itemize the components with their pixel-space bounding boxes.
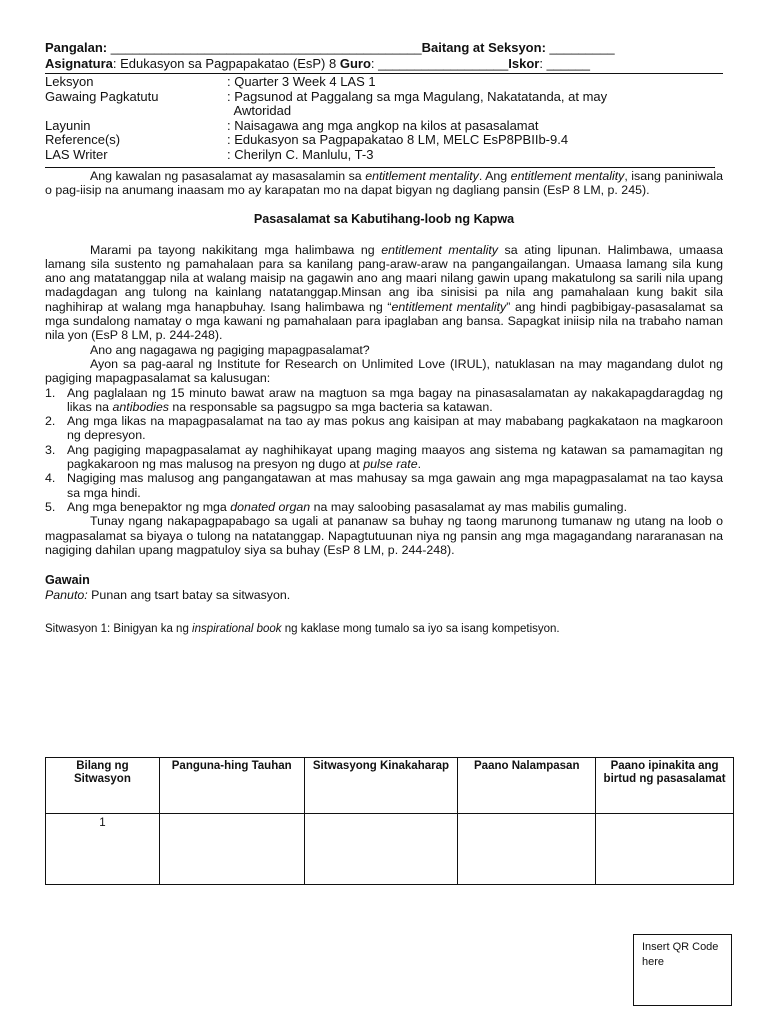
table-row: [46, 814, 734, 885]
instructions: Panuto: Punan ang tsart batay sa sitwasyon.: [45, 588, 291, 603]
question-line: Ano ang nagagawa ng pagiging mapagpasalamat?: [90, 342, 370, 357]
section-title: Pasasalamat sa Kabutihang-loob ng Kapwa: [253, 211, 515, 226]
situation-text: Sitwasyon 1: Binigyan ka ng inspirational book ng kaklase mong tumalo sa iyo sa isang kompetisyon.: [45, 623, 560, 636]
intro-paragraph: Ang kawalan ng pasasalamat ay masasalamin sa entitlement mentality. Ang entitlement mentality, isang paniniwala o pag-iisip na anumang inaasam mo ay karapatan mo na dapat bigyan ng dagliang pansin (EsP 8 LM, p. 245).: [45, 169, 723, 198]
gawain-heading: Gawain: [45, 573, 90, 588]
col-header-bilang: Bilang ng Sitwasyon: [46, 758, 160, 814]
meta-row: Reference(s) : Edukasyon sa Pagpapakatao 8 LM, MELC EsP8PBIIb-9.4: [45, 132, 569, 147]
meta-row: Leksyon : Quarter 3 Week 4 LAS 1: [45, 74, 376, 89]
meta-row: Gawaing Pagkatutu : Pagsunod at Paggalang sa mga Magulang, Nakatatanda, at may: [45, 88, 608, 104]
table-header-row: [46, 758, 734, 814]
findings-list: [45, 386, 723, 515]
col-header-birtud: Paano ipinakita ang birtud ng pasasalamat: [596, 758, 734, 814]
worksheet: [45, 40, 723, 636]
cell-sitwasyon[interactable]: [304, 814, 458, 885]
list-item: 5. Ang mga benepaktor ng mga donated organ na may saloobing pasasalamat ay mas mabilis gumaling.: [45, 499, 628, 514]
pangalan-label: Pangalan:: [45, 40, 111, 55]
meta-row: Awtoridad: [227, 103, 292, 118]
col-header-tauhan: Panguna-hing Tauhan: [159, 758, 304, 814]
cell-bilang: 1: [46, 814, 160, 885]
pangalan-blank[interactable]: ___________________________________________: [110, 40, 422, 55]
divider: [45, 167, 715, 168]
header-line-subject: [45, 56, 723, 74]
baitang-label: Baitang at Seksyon:: [421, 40, 550, 55]
asignatura-label: Asignatura: [45, 56, 113, 71]
meta-row: LAS Writer : Cherilyn C. Manlulu, T-3: [45, 146, 374, 162]
list-item: 1. Ang paglalaan ng 15 minuto bawat araw na magtuon sa mga bagay na pinasasalamatan ay nakakapagdaragdag ng likas na antibodies na responsable sa pagsugpo sa mga bacteria sa katawan.: [45, 385, 723, 414]
iskor-label: Iskor: [508, 56, 540, 71]
header-line-name: [45, 40, 723, 56]
lesson-info: [45, 75, 723, 162]
list-item: 2. Ang mga likas na mapagpasalamat na tao ay mas pokus ang kaisipan at may mababang pagkakataon na magkaroon ng depresyon.: [45, 414, 723, 443]
guro-blank[interactable]: : __________________: [370, 56, 509, 71]
meta-row: Layunin : Naisagawa ang mga angkop na kilos at pasasalamat: [45, 117, 539, 133]
closing-paragraph: Tunay ngang nakapagpapabago sa ugali at pananaw sa buhay ng taong marunong tumanaw ng utang na loob o magpasalamat sa biyaya o tulong na natatanggap. Napagtutuunan niya ng pansin ang mga magagandang nararanasan na nagiging dahilan upang magpatuloy siya sa buhay (EsP 8 LM, p. 244-248).: [45, 514, 723, 557]
qr-placeholder: Insert QR Code here: [633, 934, 732, 1006]
baitang-blank[interactable]: _________: [549, 40, 615, 55]
cell-nalampasan[interactable]: [458, 814, 596, 885]
list-item: 3. Ang pagiging mapagpasalamat ay naghihikayat upang maging maayos ang sistema ng katawan sa pamamagitan ng pagkakaroon ng mas malusog na presyon ng dugo at pulse rate.: [45, 442, 723, 472]
body-paragraph: Marami pa tayong nakikitang mga halimbawa ng entitlement mentality sa ating lipunan. Halimbawa, umaasa lamang sila sustento ng pamahalaan para sa kanilang pang-araw-araw na pangangailangan. Umaasa lamang sila kung ano ang matatanggap nila at walang maisip na gagawin ano ang maari nilang gawin upang makatulong sa sarili nila upang madagdagan ang tulong na kainlang natatanggap.Minsan ang iba sinisisi pa nila ang pamahalaan kung bakit sila naghihirap at walang mga hanapbuhay. Isang halimbawa ng “entitlement mentality” ang hindi pagbibigay-pasasalamat sa mga sundalong namatay o mga kawani ng pamahalaan para ipaglaban ang bansa. Sapagkat iniisip nila na trabaho naman nila yon (EsP 8 LM, p. 244-248).: [45, 242, 723, 343]
cell-tauhan[interactable]: [159, 814, 304, 885]
asignatura-value: : Edukasyon sa Pagpapakatao (EsP) 8: [112, 56, 340, 71]
col-header-sitwasyon: Sitwasyong Kinakaharap: [304, 758, 458, 814]
irul-paragraph: Ayon sa pag-aaral ng Institute for Research on Unlimited Love (IRUL), natuklasan na may magandang dulot ng pagiging mapagpasalamat sa kalusugan:: [45, 356, 723, 386]
list-item: 4. Nagiging mas malusog ang pangangatawan at mas mahusay sa mga gawain ang mga mapagpasalamat na tao kaysa sa mga hindi.: [45, 471, 723, 500]
iskor-blank[interactable]: : ______: [539, 56, 590, 71]
guro-label: Guro: [339, 56, 371, 71]
col-header-nalampasan: Paano Nalampasan: [458, 758, 596, 814]
cell-birtud[interactable]: [596, 814, 734, 885]
activity-chart: [45, 757, 734, 885]
